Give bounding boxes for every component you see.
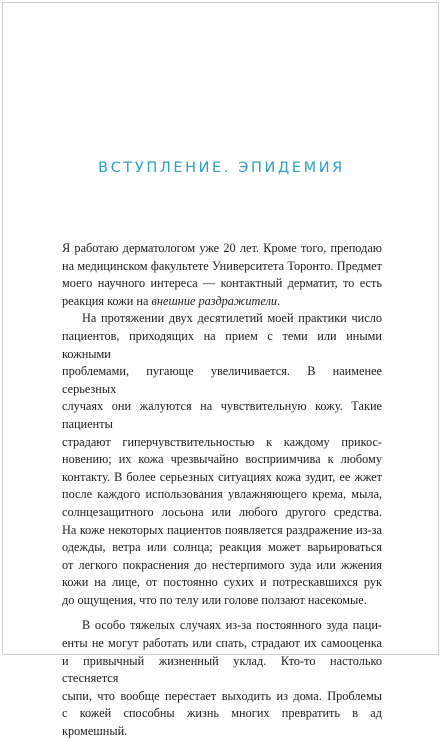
text-line: на медицинском факультете Университета Торонто. Предмет: [62, 258, 382, 273]
text-fragment: реакция кожи на: [62, 293, 152, 308]
text-line: енты не могут работать или спать, страдают их самооценка: [62, 636, 382, 651]
paragraph-1: [62, 240, 382, 310]
emphasized-text: внешние раздражители: [151, 293, 278, 308]
text-line: от легкого покраснения до нестерпимого зуда или жжения: [62, 557, 382, 572]
text-line: моего научного интереса — контактный дерматит, то есть: [62, 276, 382, 291]
text-line: сыпи, что вообще перестает выходить из дома. Проблемы: [62, 688, 382, 703]
text-line: с кожей способны жизнь многих превратить в ад кромешный.: [62, 706, 382, 739]
text-line: и привычный жизненный уклад. Кто-то настолько стесняется: [62, 653, 382, 686]
text-line: страдают гиперчувствительностью к каждому прикос-: [62, 434, 382, 449]
paragraph-2: [62, 310, 382, 609]
text-line: пациентов, приходящих на прием с теми или иными кожными: [62, 328, 382, 361]
body-text: [62, 240, 382, 741]
text-line: проблемами, пугающе увеличивается. В наименее серьезных: [62, 364, 382, 396]
text-line: после каждого использования увлажняющего крема, мыла,: [62, 487, 382, 502]
text-line: солнцезащитного лосьона или любого другого средства.: [62, 504, 382, 519]
text-line: [62, 293, 382, 311]
text-line: одежды, ветра или солнца; реакция может варьироваться: [62, 540, 382, 555]
text-line: кожи на лице, от постоянно сухих и потрескавшихся рук: [62, 575, 382, 590]
text-line: В особо тяжелых случаях из-за постоянного зуда паци-: [82, 618, 382, 633]
text-line: случаях они жалуются на чувствительную кожу. Такие пациенты: [62, 399, 382, 431]
text-line: На протяжении двух десятилетий моей практики число: [82, 311, 382, 326]
text-line: Я работаю дерматологом уже 20 лет. Кроме того, преподаю: [62, 241, 382, 255]
text-fragment: .: [277, 293, 281, 308]
paragraph-3: [62, 617, 382, 740]
text-line: новению; их кожа чрезвычайно восприимчива к любому: [62, 452, 382, 467]
text-line: до ощущения, что по телу или голове ползают насекомые.: [62, 592, 367, 607]
text-line: На коже некоторых пациентов появляется раздражение из-за: [62, 522, 382, 537]
text-line: контакту. В более серьезных ситуациях кожа зудит, ее жжет: [62, 469, 382, 484]
chapter-title: ВСТУПЛЕНИЕ. ЭПИДЕМИЯ: [98, 160, 345, 176]
